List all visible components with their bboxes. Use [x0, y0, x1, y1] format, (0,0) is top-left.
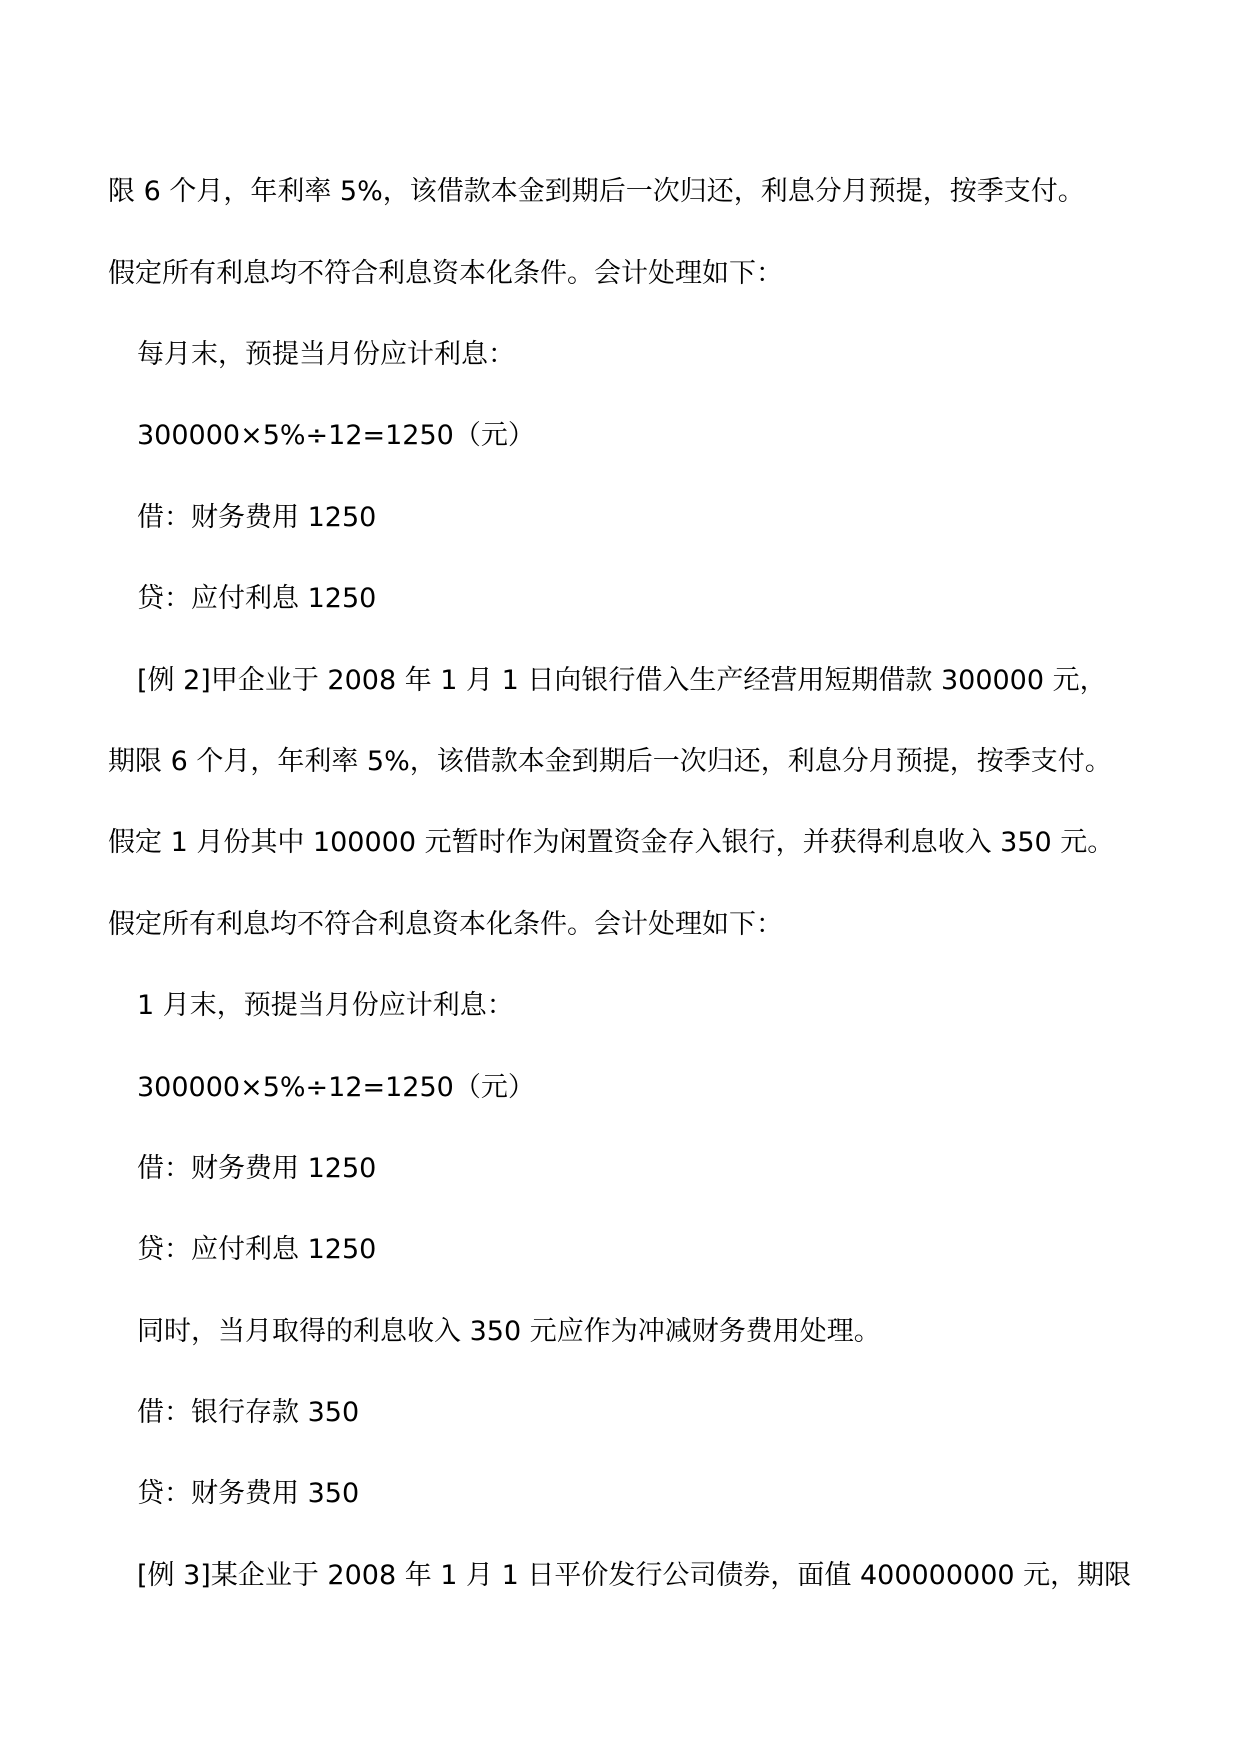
credit-entry: 贷：应付利息 1250 — [137, 1234, 377, 1265]
text-line: 每月末，预提当月份应计利息： — [137, 339, 515, 370]
text-line: 期限 6 个月，年利率 5%，该借款本金到期后一次归还，利息分月预提，按季支付。 — [108, 746, 1112, 777]
text-line: 假定所有利息均不符合利息资本化条件。会计处理如下： — [108, 909, 783, 940]
formula-line: 300000×5%÷12=1250（元） — [137, 1072, 535, 1103]
credit-entry: 贷：应付利息 1250 — [137, 583, 377, 614]
debit-entry: 借：银行存款 350 — [137, 1397, 360, 1428]
credit-entry: 贷：财务费用 350 — [137, 1478, 360, 1509]
text-line: 同时，当月取得的利息收入 350 元应作为冲减财务费用处理。 — [137, 1316, 881, 1347]
text-line: 假定 1 月份其中 100000 元暂时作为闲置资金存入银行，并获得利息收入 350 元。 — [108, 827, 1115, 858]
example-heading: [例 3]某企业于 2008 年 1 月 1 日平价发行公司债券，面值 400000000 元，期限 — [137, 1560, 1132, 1591]
example-heading: [例 2]甲企业于 2008 年 1 月 1 日向银行借入生产经营用短期借款 300000 元， — [137, 665, 1107, 696]
text-line: 1 月末，预提当月份应计利息： — [137, 990, 514, 1021]
text-line: 限 6 个月，年利率 5%，该借款本金到期后一次归还，利息分月预提，按季支付。 — [108, 176, 1085, 207]
text-line: 假定所有利息均不符合利息资本化条件。会计处理如下： — [108, 258, 783, 289]
formula-line: 300000×5%÷12=1250（元） — [137, 420, 535, 451]
debit-entry: 借：财务费用 1250 — [137, 502, 377, 533]
debit-entry: 借：财务费用 1250 — [137, 1153, 377, 1184]
